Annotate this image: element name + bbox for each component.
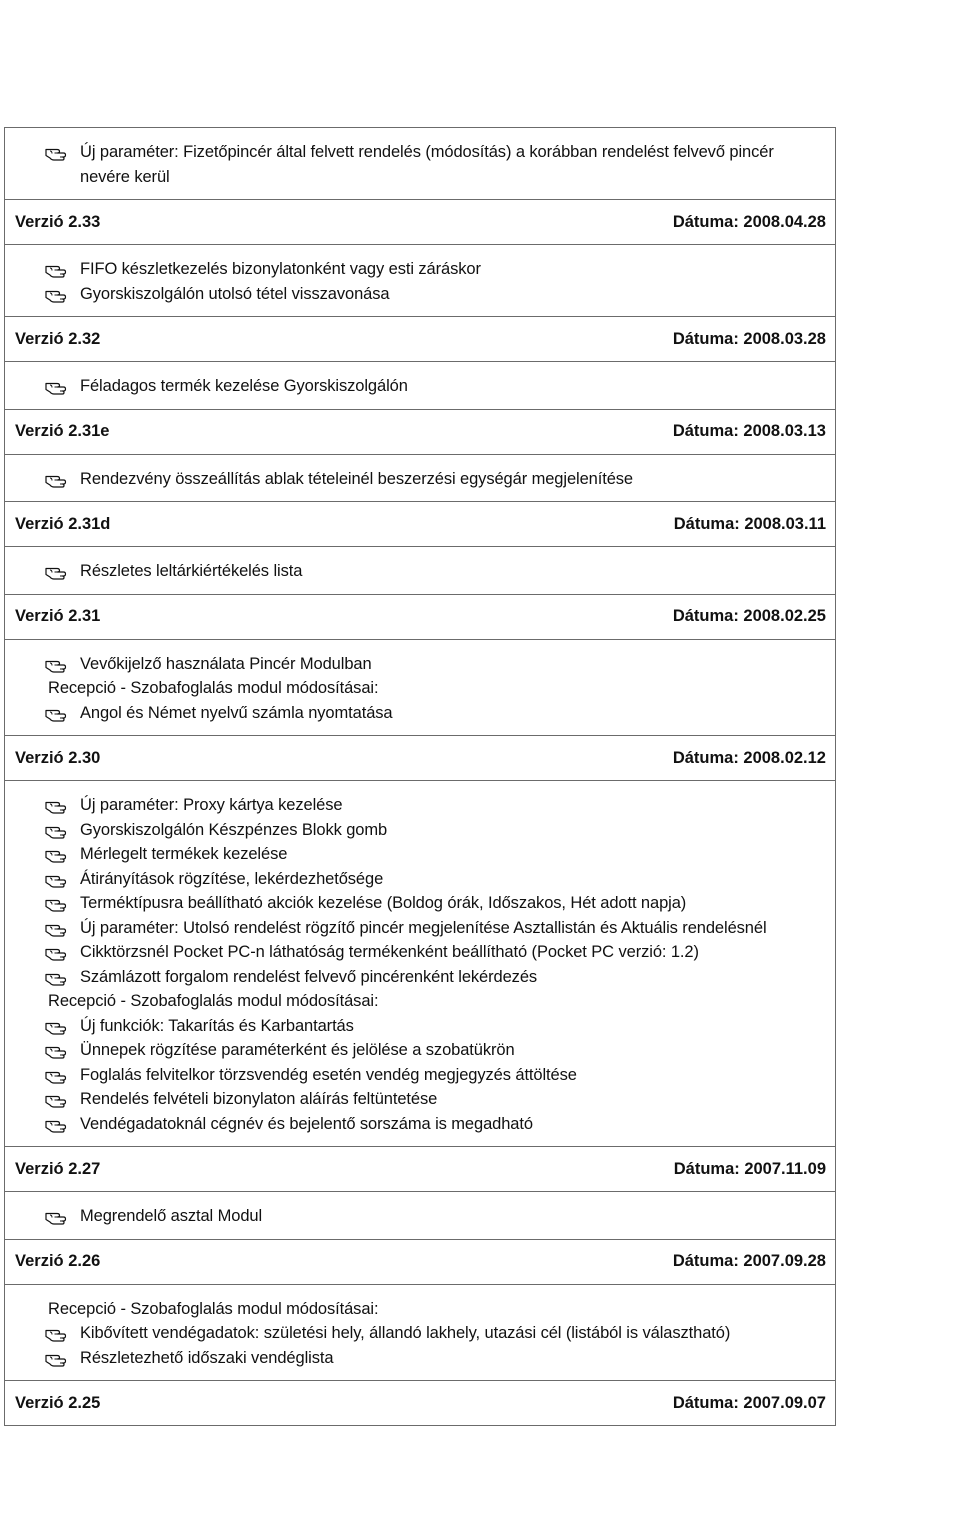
change-item [5, 1321, 835, 1346]
changes-row [5, 362, 836, 410]
item-text: Ünnepek rögzítése paraméterként és jelölése a szobatükrön [80, 1041, 515, 1059]
version-row [5, 1239, 836, 1284]
version-label: Verzió 2.31 [15, 607, 101, 625]
item-text: Új paraméter: Proxy kártya kezelése [80, 796, 343, 814]
item-text: Vendégadatoknál cégnév és bejelentő sorszáma is megadható [80, 1114, 533, 1133]
item-text: Új paraméter: Utolsó rendelést rögzítő pincér megjelenítése Asztallistán és Aktuális rendelésnél [80, 918, 767, 937]
version-date: Dátuma: 2007.11.09 [673, 1159, 826, 1178]
item-text: Foglalás felvitelkor törzsvendég esetén vendég megjegyzés áttöltése [80, 1065, 577, 1084]
pointing-hand-icon [43, 282, 73, 306]
change-item [5, 1087, 835, 1112]
change-item [5, 1112, 835, 1137]
pointing-hand-icon [43, 916, 73, 940]
changes-row [5, 128, 836, 200]
change-item [5, 916, 835, 941]
item-text: Recepció - Szobafoglalás modul módosításai: [48, 1299, 379, 1318]
pointing-hand-icon [43, 1346, 73, 1370]
version-label: Verzió 2.33 [15, 212, 101, 231]
change-item [5, 867, 835, 892]
item-text: Gyorskiszolgálón Készpénzes Blokk gomb [80, 820, 388, 839]
changes-row [5, 1284, 836, 1381]
item-text: Megrendelő asztal Modul [80, 1207, 263, 1225]
changelog-table [4, 127, 836, 1426]
pointing-hand-icon [43, 257, 73, 281]
version-date: Dátuma: 2008.04.28 [672, 212, 826, 231]
item-text: Angol és Német nyelvű számla nyomtatása [80, 703, 393, 722]
item-text: Cikktörzsnél Pocket PC-n láthatóság termékenként beállítható (Pocket PC verzió: 1.2) [80, 943, 699, 961]
change-item [5, 140, 835, 189]
subheading [5, 989, 835, 1014]
pointing-hand-icon [43, 1204, 73, 1228]
changes-row [5, 781, 836, 1147]
change-item [5, 891, 835, 916]
version-row [5, 409, 836, 454]
changes-row [5, 454, 836, 502]
version-row [5, 594, 836, 639]
pointing-hand-icon [43, 1087, 73, 1111]
version-label: Verzió 2.30 [15, 748, 101, 767]
version-label: Verzió 2.31e [15, 422, 110, 440]
pointing-hand-icon [43, 1112, 73, 1136]
version-date: Dátuma: 2008.02.25 [672, 607, 826, 625]
version-label: Verzió 2.32 [15, 329, 101, 348]
item-text: Átirányítások rögzítése, lekérdezhetősége [80, 869, 384, 888]
version-label: Verzió 2.25 [15, 1393, 101, 1412]
version-row [5, 200, 836, 245]
item-text: Új funkciók: Takarítás és Karbantartás [80, 1016, 354, 1035]
change-item [5, 940, 835, 965]
version-date: Dátuma: 2008.03.11 [673, 514, 826, 533]
pointing-hand-icon [43, 374, 73, 398]
change-item [5, 1204, 835, 1229]
item-text: Számlázott forgalom rendelést felvevő pincérenként lekérdezés [80, 967, 538, 986]
pointing-hand-icon [43, 140, 73, 164]
pointing-hand-icon [43, 1063, 73, 1087]
pointing-hand-icon [43, 867, 73, 891]
pointing-hand-icon [43, 793, 73, 817]
version-label: Verzió 2.26 [15, 1252, 101, 1270]
version-date: Dátuma: 2008.03.28 [672, 329, 826, 348]
changes-row [5, 1192, 836, 1240]
version-label: Verzió 2.31d [15, 514, 111, 533]
version-row [5, 1381, 836, 1426]
pointing-hand-icon [43, 701, 73, 725]
item-text: Részletezhető időszaki vendéglista [80, 1348, 334, 1367]
changes-row [5, 245, 836, 317]
version-row [5, 317, 836, 362]
subheading [5, 1297, 835, 1322]
changes-row [5, 547, 836, 595]
version-row [5, 736, 836, 781]
change-item [5, 282, 835, 307]
item-text: FIFO készletkezelés bizonylatonként vagy esti záráskor [80, 260, 481, 278]
pointing-hand-icon [43, 467, 73, 491]
item-text: Féladagos termék kezelése Gyorskiszolgálón [80, 377, 408, 395]
version-date: Dátuma: 2008.02.12 [672, 748, 826, 767]
change-item [5, 1038, 835, 1063]
item-text: Részletes leltárkiértékelés lista [80, 562, 303, 580]
change-item [5, 842, 835, 867]
change-item [5, 559, 835, 584]
version-row [5, 502, 836, 547]
item-text: Kibővített vendégadatok: születési hely, állandó lakhely, utazási cél (listából is választható) [80, 1324, 731, 1342]
change-item [5, 1346, 835, 1371]
change-item [5, 652, 835, 677]
pointing-hand-icon [43, 818, 73, 842]
pointing-hand-icon [43, 891, 73, 915]
pointing-hand-icon [43, 1038, 73, 1062]
item-text: Recepció - Szobafoglalás modul módosításai: [48, 992, 379, 1010]
pointing-hand-icon [43, 940, 73, 964]
subheading [5, 676, 835, 701]
pointing-hand-icon [43, 652, 73, 676]
item-text: Mérlegelt termékek kezelése [80, 845, 288, 863]
pointing-hand-icon [43, 1014, 73, 1038]
change-item [5, 374, 835, 399]
change-item [5, 818, 835, 843]
item-text: Rendelés felvételi bizonylaton aláírás feltüntetése [80, 1090, 438, 1108]
change-item [5, 1063, 835, 1088]
item-text: Recepció - Szobafoglalás modul módosításai: [48, 679, 379, 697]
item-text: Vevőkijelző használata Pincér Modulban [80, 654, 372, 673]
item-text: Új paraméter: Fizetőpincér által felvett rendelés (módosítás) a korábban rendelést felvevő pincér nevére kerül [80, 143, 774, 186]
pointing-hand-icon [43, 842, 73, 866]
change-item [5, 257, 835, 282]
pointing-hand-icon [43, 965, 73, 989]
changes-row [5, 639, 836, 736]
version-row [5, 1147, 836, 1192]
item-text: Rendezvény összeállítás ablak tételeinél beszerzési egységár megjelenítése [80, 469, 634, 488]
change-item [5, 965, 835, 990]
version-label: Verzió 2.27 [15, 1159, 101, 1178]
pointing-hand-icon [43, 1321, 73, 1345]
change-item [5, 467, 835, 492]
pointing-hand-icon [43, 559, 73, 583]
change-item [5, 701, 835, 726]
version-date: Dátuma: 2008.03.13 [672, 422, 826, 440]
change-item [5, 1014, 835, 1039]
item-text: Terméktípusra beállítható akciók kezelése (Boldog órák, Időszakos, Hét adott napja) [80, 894, 687, 912]
change-item [5, 793, 835, 818]
version-date: Dátuma: 2007.09.28 [672, 1252, 826, 1270]
item-text: Gyorskiszolgálón utolsó tétel visszavonása [80, 284, 390, 303]
version-date: Dátuma: 2007.09.07 [672, 1393, 826, 1412]
